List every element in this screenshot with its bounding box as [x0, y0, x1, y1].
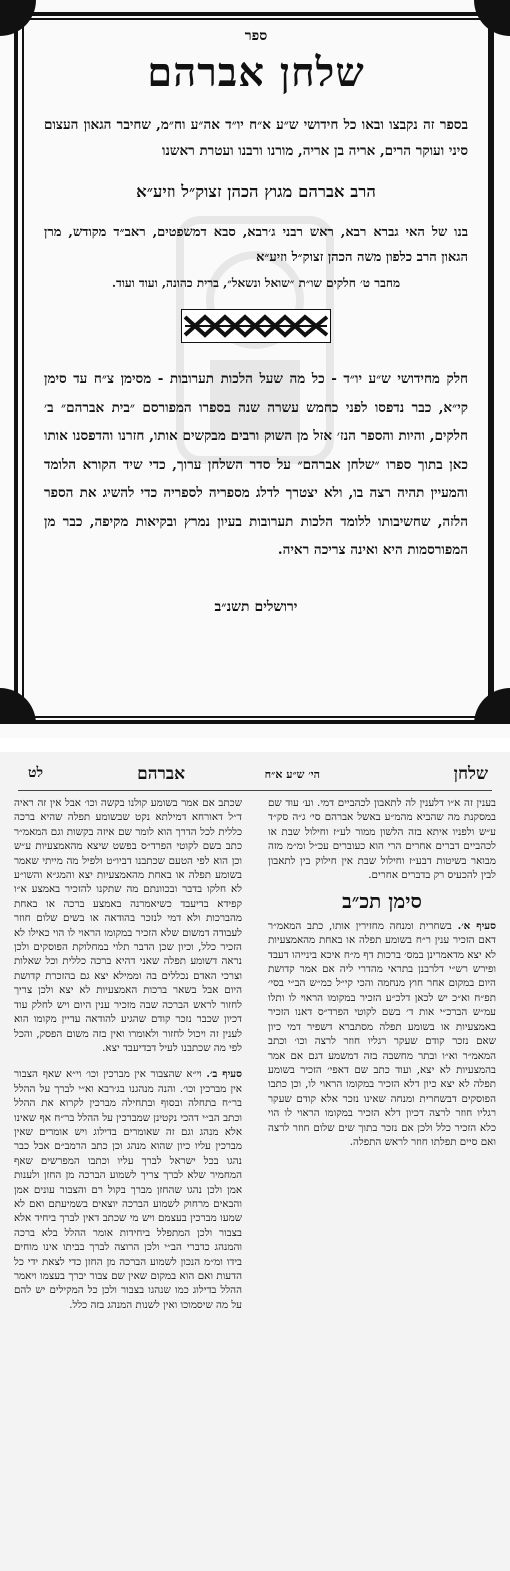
- running-head-left-word: אברהם: [137, 764, 185, 784]
- place-date: ירושלים תשנ״ב: [214, 598, 298, 615]
- author-name: הרב אברהם מגוץ הכהן זצוק״ל וזיע״א: [136, 182, 376, 201]
- seif-alef-text: בשחרית ומנחה מחזירין אותו, כתב המאמ״ר דאם הזכיר ענין ר״ח בשומע תפלה או באחת מהאמצעיות לא יצא מדאמרינן במס׳ ברכות דף מ״ח איכא בינייהו דעבד ופירש רש״י דלרבנן בתראי מהדרי ליה אם אמר קדושת היום במקום אחר חוץ מנחמה והכי קי״ל כמ״ש הב״י בסי׳ תפ״ח וא״כ יש לכאן דלכ״ע הזכיר במקומו הראוי לו ותלו עמ״ש הברכ״י אות ד׳ בשם לקוטי הפרד״ס דאנו הזכיר באמצעיות או בשומע תפלה מסתברא דשפיר דמי כיון שאם נזכר קודם שעקר רגליו חוזר לרצה וכו׳ וכתב המאמ״ר וא״ו ובתר מחשבה בזה דמשמע דגם אם אמר בהמצעיות לא יצא, ועוד כתב שם דאפי׳ הזכיר בשומע תפלה לא יצא כיון דלא הזכיר במקומו הראוי לו, וכן כתבו הפוסקים דבשחרית ומנחה שאינו נזכר אלא קודם שעקר רגליו חוזר לרצה דכיון דלא הזכיר במקומו הראוי לו הוי כלא הזכיר כלל ולכן אם נזכר בתוך שים שלום חוזר לרצה ואם סיים תפלתו חוזר לראש התפלה.: [268, 919, 496, 1148]
- running-head: [0, 762, 510, 788]
- running-head-right-word: שלחן: [453, 764, 488, 784]
- book-page: [0, 752, 510, 1571]
- siman-heading: סימן תכ״ב: [342, 889, 422, 914]
- seif-alef: [268, 919, 496, 1150]
- right-column: [268, 796, 496, 1149]
- seif-bet-text: וי״א שהצבור אין מברכין וכו׳ וי״א שאף הצבור אין מברכין וכו׳. והנה מנהגנו בג׳רבא וא״י לברך על ההלל בר״ח בתחלה ובסוף ובתחילה מברכין לקרוא את ההלל וכתב הב״י דהכי נקטינן שמברכין על ההלל בר״ח אף שאינו אלא מנהג וגם זה שאומרים בדילוג ויש אומרים שאין מברכין עליו כיון שהוא מנהג וכן כתב הרמב״ם אבל כבר נהגו בכל ישראל לברך עליו וכתבו המפרשים שאף המחמיר שלא לברך צריך לשמוע הברכה מן החזן ולענות אמן ולכן נהגו שהחזן מברך בקול רם והצבור עונים אמן והבאים מרחוק לשמוע הברכה יוצאים בשמיעתם ואם לא שמעו מברכין בעצמם ויש מי שכתב דאין לברך ביחיד אלא בצבור ולכן המתפלל ביחידות אומר ההלל בלא ברכה והמנהג כדברי הב״י ולכן הרוצה לברך בביתו אינו מוחים בידו ומ״מ הנכון לשמוע הברכה מן החזן כדי לצאת ידי כל הדעות ואם הוא במקום שאין שם צבור יברך בעצמו ויאמר ההלל בדילוג כמו שנהגו בצבור ולכן כל המקילים יש להם על מה שיסמוכו ואין לשנות המנהג בזה כלל.: [14, 1068, 242, 1311]
- intro-paragraph: בספר זה נקבצו ובאו כל חידושי ש״ע א״ח יו״ד אה״ע וח״מ, שחיבר הגאון העצום סיני ועוקר הרים, אריה בן אריה, מורנו ורבנו ועטרת ראשנו: [44, 117, 468, 159]
- header-rule: [18, 790, 492, 791]
- seif-bet: [14, 1067, 242, 1312]
- works-line: מחבר ט׳ חלקים שו״ת ״שואל ונשאל״, ברית כהונה, ועוד ועוד.: [111, 276, 401, 290]
- left-column: [14, 796, 242, 1312]
- notice-paragraph: חלק מחידושי ש״ע יו״ד - כל מה שעל הלכות תערובות - מסימן צ״ח עד סימן קי״א, כבר נדפסו לפני כחמש עשרה שנה בספרו המפורסם ״בית אברהם״ ב׳ חלקים, והיות והספר הנז׳ אזל מן השוק ורבים מבקשים אותו, חזרנו והדפסנו אותו כאן בתוך ספרו ״שלחן אברהם״ על סדר השלחן ערוך, כדי שיד הקורא הלומד והמעיין תהיה רצה בו, ולא יצטרך לדלג מספריה לספריה כדי להשיג את הספר הלזה, שחשיבותו ללומד הלכות תערובות בעיון נמרץ ובקיאות מקיפה, כבר מן המפורסמות היא ואינה צריכה ראיה.: [44, 371, 468, 558]
- left-column-opening: שכתב אם אמר בשומע קולנו בקשה וכו׳ אבל אין זה ראיה ד״ל דאורחא דמילתא נקט שבשומע תפלה שהיא ברכה כללית לכל הדרך הוא לומר שם איזה בקשות וגם המאמ״ר כתב בשם לקוטי הפרד״ס בפשט שיצא מהאמצעיות ע״ש וכן הוא לפי הטעם שכתבנו דביו״ט ולפיל מה מייתי שאמר בשומע תפלה או באחת מהאמצעיות יצא והמג״א והשו״ע לא חלקו בדבר ובכוונתם מה שתקנו להזכיר באמצע א״ו קפידא בדיעבד כשיאמרנה באמצע ברכה או באחת מהברכות ולא דמי לנזכר בהודאה או בשים שלום חוזר לעבודה דמשום שלא הזכיר במקומו הראוי לו הוי כאילו לא הזכיר כלל, וכיון שכן הדבר תלוי במחלוקת הפוסקים ולכן נראה דשומע תפלה שאני דהיא ברכה כללית וכל שאלות וצרכי האדם נכללים בה וממילא יצא גם בהזכרת קדושת היום אבל בשאר ברכות האמצעיות לא יצא ולכן צריך לחזור לראש הברכה שבה מזכיר ענין היום ויש לחלק עוד דכיון שכבר נזכר קודם שהגיע להודאה עדיין מקומו הוא לענין זה ויכול לחזור ולאומרו ואין בזה משום הפסק, והכל לפי מה שכתבנו לעיל דבדיעבד יצא.: [14, 797, 242, 1054]
- title-page: [0, 0, 510, 738]
- braid-ornament-icon: [181, 309, 331, 343]
- seif-alef-label: סעיף א׳.: [457, 919, 496, 932]
- title-page-content: [44, 28, 468, 616]
- paragraph-gap: [14, 1055, 242, 1067]
- sefer-label: ספר: [244, 28, 268, 44]
- book-title: שלחן אברהם: [147, 49, 365, 96]
- right-column-opening: בענין זה א״ו דלענין לה לתאבון לכהביים דמי. וע׳ עוד שם במסקנת מה שהביא מהמ״ע באשל אברהם סי׳ ג״ה סק״ד ע״ש ולפניו איתא בזה הלשון ממור לע״ז וחילול שבת או לכהביים דברים אחרים הרי הוא כעוברים עכ״ל ומ״מ מזה מבואר בשיטות דבע״ז וחילול שבת אין חילוק בין לתאבון לבין להכעיס רק בדברים אחרים.: [268, 797, 496, 882]
- seif-bet-label: סעיף ב׳.: [206, 1068, 242, 1081]
- lineage-paragraph: בנו של האי גברא רבא, ראש רבני ג׳רבא, סבא דמשפטים, ראב״ד מקודש, מרן הגאון הרב כלפון משה הכהן זצוק״ל וזיע״א: [44, 225, 468, 265]
- page-number: לט: [28, 765, 44, 781]
- running-head-siman-ref: הי׳ ש״ע א״ח: [264, 768, 320, 781]
